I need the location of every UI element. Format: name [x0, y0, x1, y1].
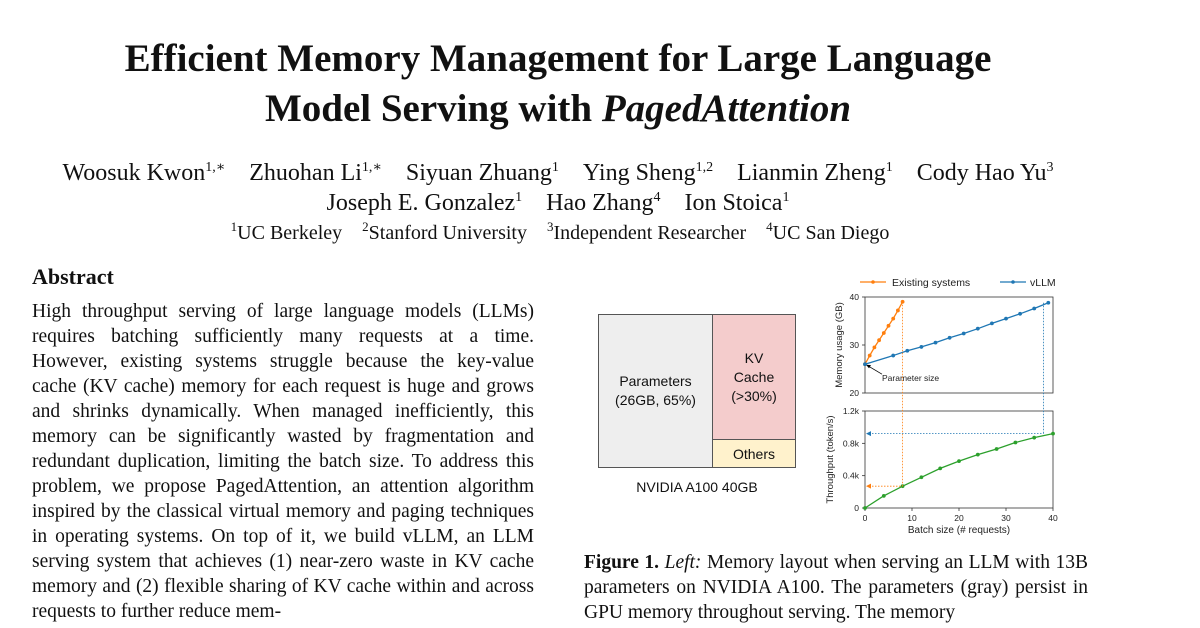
throughput-ylabel: Throughput (token/s)	[825, 415, 836, 504]
kv-detail: (>30%)	[731, 387, 777, 404]
gpu-label: NVIDIA A100 40GB	[636, 479, 758, 495]
throughput-ytick-label: 0	[854, 503, 859, 513]
memory-series-point-0	[891, 317, 895, 321]
author-affiliation-mark: 1,∗	[361, 160, 382, 175]
throughput-series-point-0	[863, 506, 867, 510]
memory-series-point-0	[887, 324, 891, 328]
legend-marker-existing	[871, 280, 875, 284]
memory-series-point-1	[934, 341, 938, 345]
title-line-2-plain: Model Serving with	[264, 87, 602, 130]
parameter-size-annotation: Parameter size	[882, 373, 940, 384]
authors-line-1	[0, 158, 1116, 188]
affiliation-mark: 2	[362, 219, 369, 234]
memory-series-point-1	[962, 332, 966, 336]
xtick-label: 20	[954, 513, 964, 523]
memory-layout-figure	[598, 314, 796, 468]
title-line-1: Efficient Memory Management for Large Language	[124, 37, 992, 80]
author-name: Ying Sheng	[582, 160, 696, 186]
memory-series-point-0	[896, 309, 900, 313]
throughput-series-point-0	[995, 447, 999, 451]
memory-series-point-1	[920, 345, 924, 349]
author-affiliation-mark: 1,2	[695, 160, 714, 175]
author-name: Ion Stoica	[684, 190, 783, 216]
author-affiliation-mark: 1	[551, 160, 559, 175]
affiliations	[0, 219, 1120, 245]
throughput-series-point-0	[938, 466, 942, 470]
throughput-series-point-0	[1032, 436, 1036, 440]
others-label: Others	[732, 445, 775, 462]
memory-ytick-label: 30	[849, 340, 859, 350]
memory-series-point-1	[905, 349, 909, 353]
xtick-label: 40	[1048, 513, 1058, 523]
kv-label-2: Cache	[733, 368, 775, 385]
parameters-detail: (26GB, 65%)	[615, 392, 696, 408]
author-affiliation-mark: 4	[653, 190, 661, 205]
parameter-size-arrowhead	[866, 365, 871, 369]
throughput-series-point-0	[976, 453, 980, 457]
throughput-series-point-0	[957, 459, 961, 463]
memory-series-point-0	[882, 331, 886, 335]
memory-series-point-1	[1032, 307, 1036, 311]
memory-series-point-1	[863, 362, 867, 366]
affiliation-name: Stanford University	[368, 222, 527, 244]
legend-marker-vllm	[1011, 280, 1015, 284]
author-affiliation-mark: 1	[782, 190, 790, 205]
author-name: Zhuohan Li	[249, 160, 362, 186]
author-affiliation-mark: 3	[1046, 160, 1054, 175]
title-line-2	[0, 84, 1116, 134]
affiliation-mark: 1	[230, 219, 238, 234]
reference-arrowhead	[866, 484, 871, 489]
affiliation-name: UC San Diego	[772, 222, 890, 244]
author-name: Lianmin Zheng	[737, 160, 886, 186]
title-line-2-italic: PagedAttention	[601, 87, 852, 130]
parameters-label: Parameters	[619, 373, 692, 389]
author-name: Cody Hao Yu	[916, 160, 1047, 186]
author-affiliation-mark: 1	[885, 160, 893, 175]
throughput-series-line-0	[865, 434, 1053, 508]
xtick-label: 10	[907, 513, 917, 523]
abstract-text: High throughput serving of large language models (LLMs) requires batching sufficiently many requests at a time. However, existing systems struggle because the key-value cache (KV cache) memory for each request is huge and grows and shrinks dynamically. When managed inefficiently, this memory can be significantly wasted by fragmentation and redundant duplication, limiting the batch size. To address this problem, we propose PagedAttention, an attention algorithm inspired by the classical virtual memory and paging techniques in operating systems. On top of it, we build vLLM, an LLM serving system that achieves (1) near-zero waste in KV cache memory and (2) flexible sharing of KV cache within and across requests to further reduce mem-	[32, 301, 534, 622]
author-affiliation-mark: 1	[515, 190, 523, 205]
paper-title	[0, 34, 1116, 134]
figure-caption	[584, 550, 1088, 625]
memory-series-point-1	[1004, 317, 1008, 321]
others-block	[712, 439, 796, 468]
xtick-label: 30	[1001, 513, 1011, 523]
throughput-ytick-label: 1.2k	[842, 406, 859, 416]
memory-series-point-1	[1018, 312, 1022, 316]
caption-left-label: Left:	[664, 552, 702, 573]
memory-throughput-charts	[820, 268, 1070, 540]
throughput-series-point-0	[882, 494, 886, 498]
memory-series-point-1	[976, 327, 980, 331]
memory-series-point-1	[990, 322, 994, 326]
memory-series-point-0	[877, 338, 881, 342]
memory-series-point-1	[948, 336, 952, 340]
parameters-block	[598, 314, 713, 468]
memory-ytick-label: 40	[849, 292, 859, 302]
legend-label-vllm: vLLM	[1030, 277, 1056, 289]
affiliation-mark: 4	[766, 219, 773, 234]
author-affiliation-mark: 1,∗	[205, 160, 226, 175]
throughput-ytick-label: 0.8k	[842, 438, 859, 449]
abstract-heading: Abstract	[32, 264, 114, 289]
affiliation-name: UC Berkeley	[237, 222, 343, 244]
caption-text: Memory layout when serving an LLM with 13B parameters on NVIDIA A100. The parameters (gray) persist in GPU memory throughout serving. The memory	[584, 552, 1089, 623]
legend-label-existing: Existing systems	[892, 277, 971, 289]
throughput-ytick-label: 0.4k	[842, 470, 859, 481]
memory-ytick-label: 20	[849, 388, 859, 398]
kv-cache-block	[712, 314, 796, 440]
memory-ylabel: Memory usage (GB)	[834, 302, 845, 388]
throughput-series-point-0	[1014, 441, 1018, 445]
author-name: Woosuk Kwon	[62, 160, 206, 186]
author-name: Joseph E. Gonzalez	[326, 190, 516, 216]
authors-line-2	[0, 188, 1116, 218]
memory-series-point-0	[873, 346, 877, 350]
xlabel: Batch size (# requests)	[907, 525, 1011, 536]
throughput-series-point-0	[920, 475, 924, 479]
throughput-series-point-0	[1051, 432, 1055, 436]
xtick-label: 0	[862, 513, 868, 523]
author-name: Siyuan Zhuang	[405, 160, 552, 186]
memory-series-point-0	[868, 354, 872, 358]
reference-arrowhead	[866, 431, 871, 436]
author-name: Hao Zhang	[546, 190, 654, 216]
caption-figure-label: Figure 1.	[584, 552, 660, 573]
kv-label-1: KV	[744, 349, 764, 366]
memory-series-point-1	[891, 354, 895, 358]
memory-series-point-1	[1046, 301, 1050, 305]
affiliation-mark: 3	[546, 219, 554, 234]
affiliation-name: Independent Researcher	[553, 222, 747, 244]
